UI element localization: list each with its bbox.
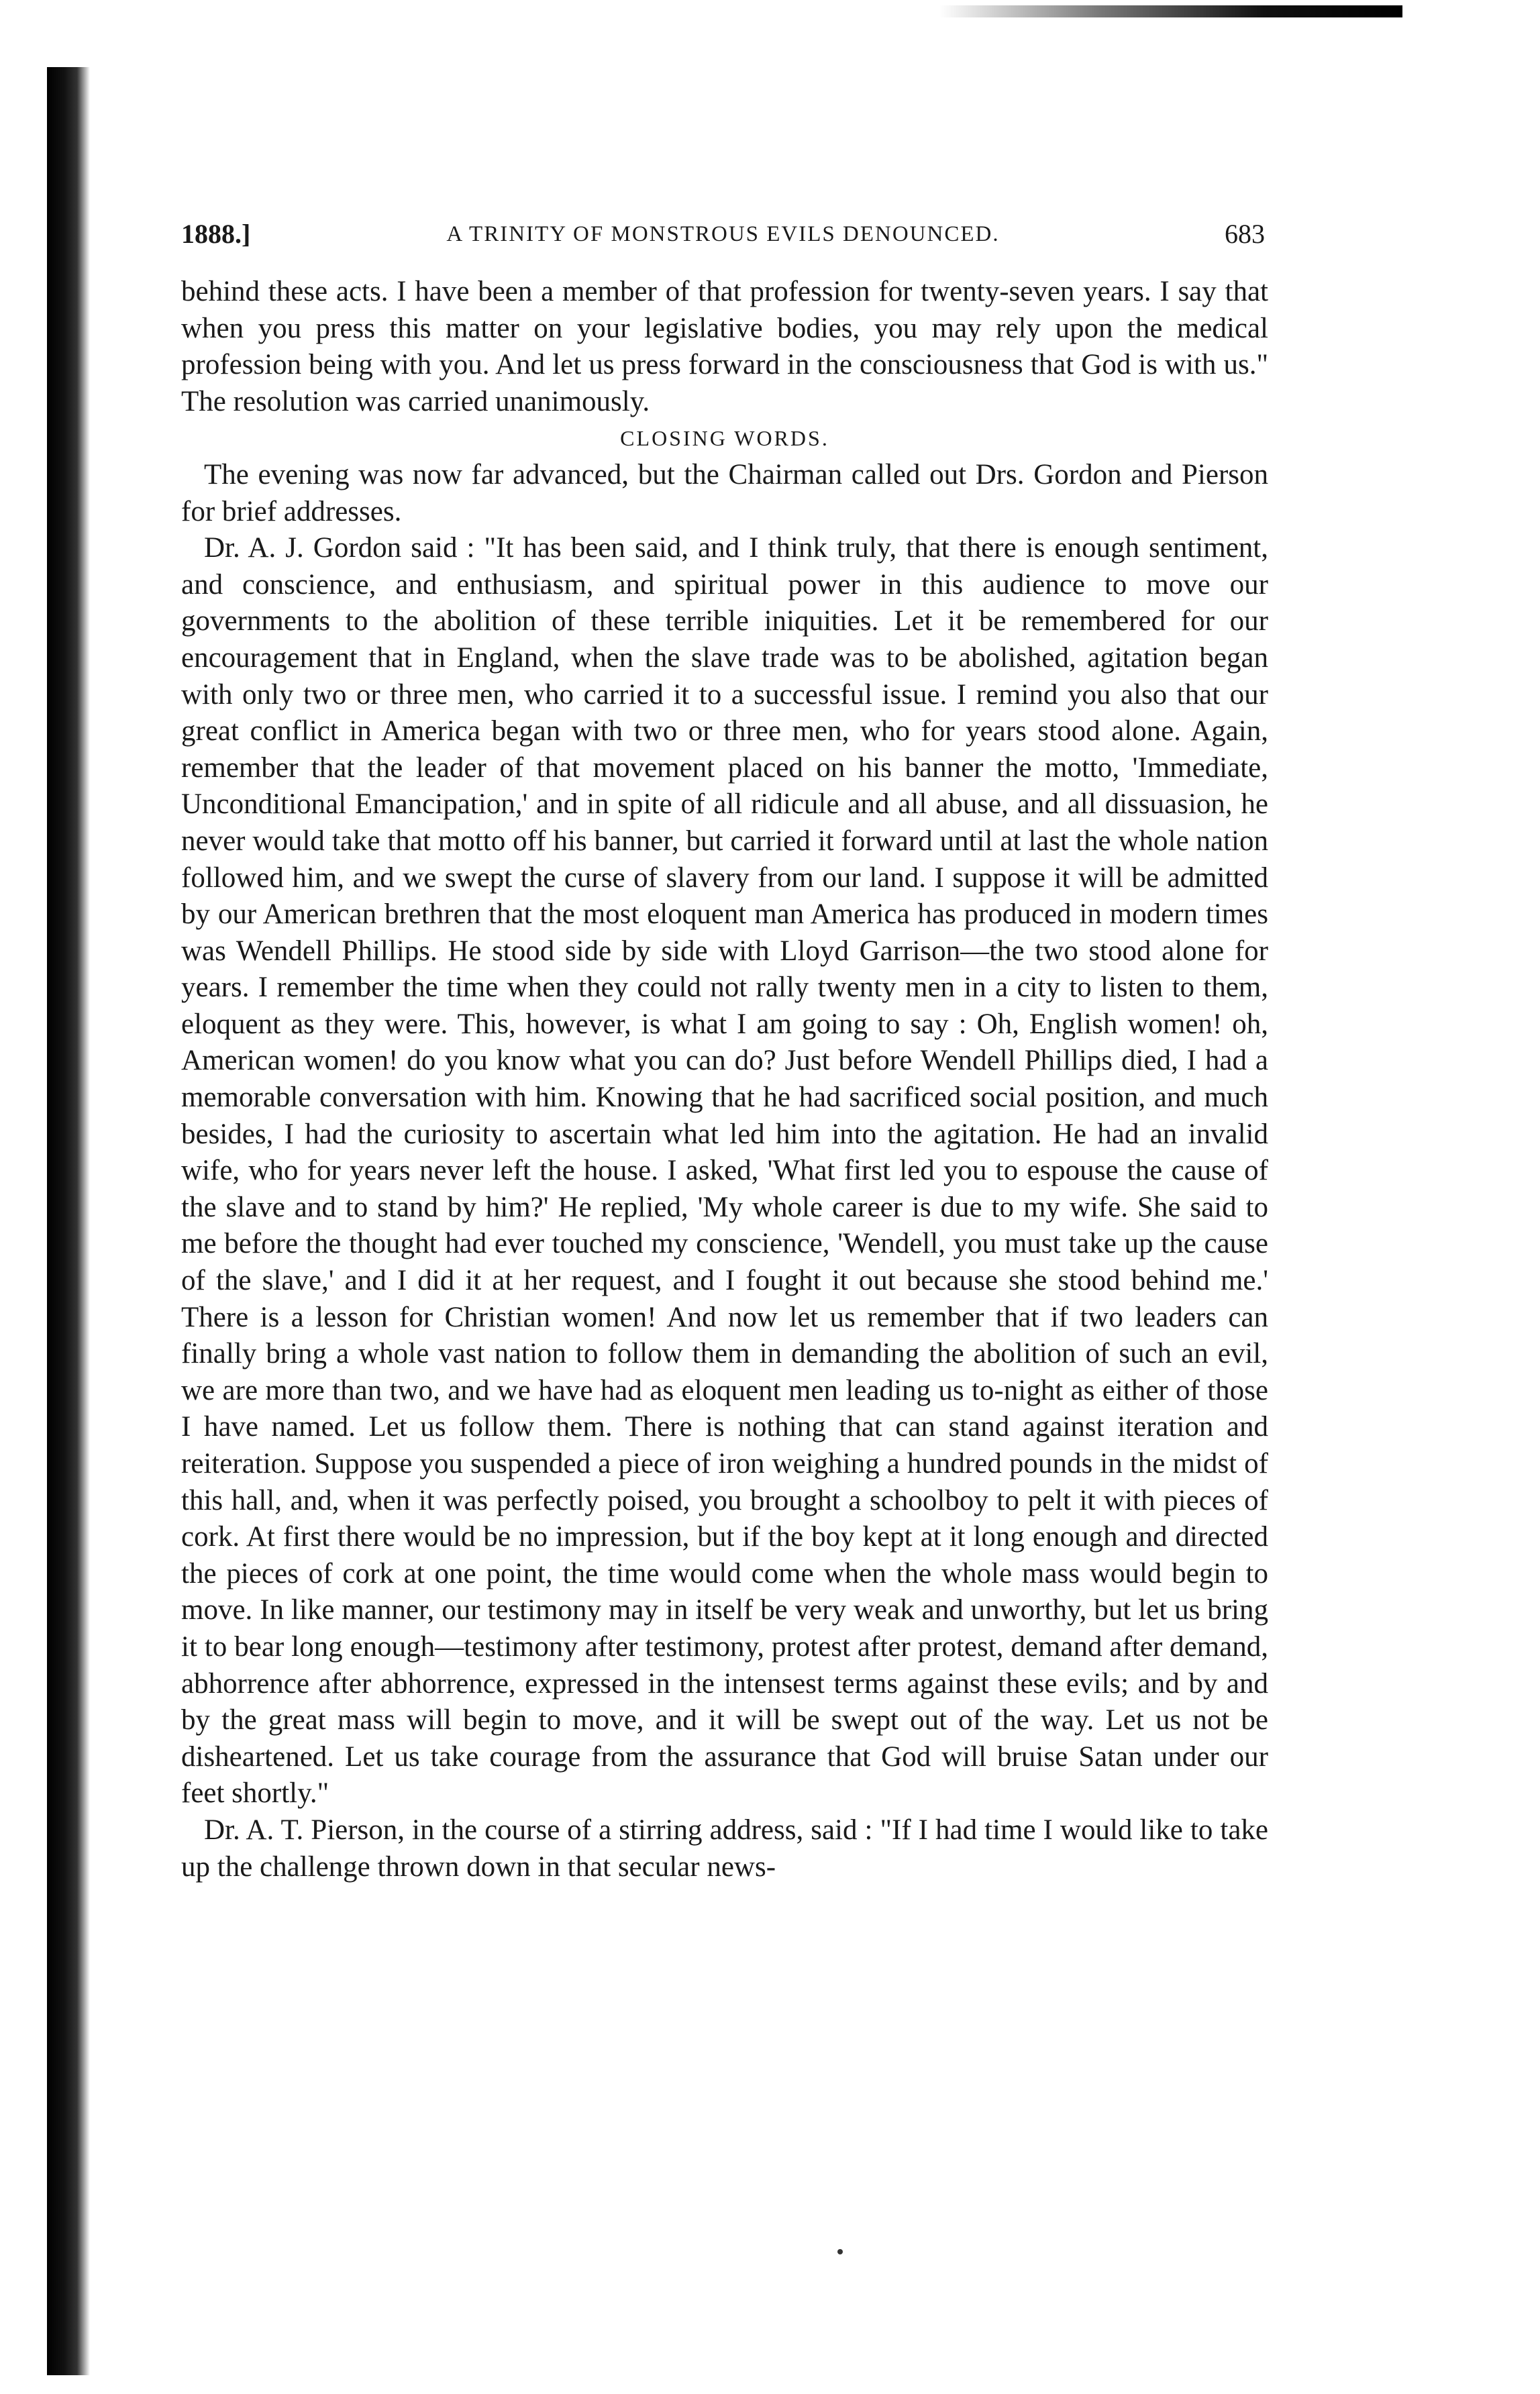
header-year: 1888.] [181,219,251,249]
running-header [181,218,1265,258]
paragraph: Dr. A. J. Gordon said : "It has been said, and I think truly, that there is enough sentiment, and conscience, and enthusiasm, and spiritual power in this audience to move our governments to the abolition of these terrible iniquities. Let it be remembered for our encouragement that in England, when the slave trade was to be abolished, agitation began with only two or three men, who carried it to a successful issue. I remind you also that our great conflict in America began with two or three men, who for years stood alone. Again, remember that the leader of that movement placed on his banner the motto, 'Immediate, Unconditional Emancipation,' and in spite of all ridicule and all abuse, and all dissuasion, he never would take that motto off his banner, but carried it forward until at last the whole nation followed him, and we swept the curse of slavery from our land. I suppose it will be admitted by our American brethren that the most eloquent man America has produced in modern times was Wendell Phillips. He stood side by side with Lloyd Garrison—the two stood alone for years. I remember the time when they could not rally twenty men in a city to listen to them, eloquent as they were. This, however, is what I am going to say : Oh, English women! oh, American women! do you know what you can do? Just before Wendell Phillips died, I had a memorable conversation with him. Knowing that he had sacrificed social position, and much besides, I had the curiosity to ascertain what led him into the agitation. He had an invalid wife, who for years never left the house. I asked, 'What first led you to espouse the cause of the slave and to stand by him?' He replied, 'My whole career is due to my wife. She said to me before the thought had ever touched my conscience, 'Wendell, you must take up the cause of the slave,' and I did it at her request, and I fought it out because she stood behind me.' There is a lesson for Christian women! And now let us remember that if two leaders can finally bring a whole vast nation to follow them in demanding the abolition of such an evil, we are more than two, and we have had as eloquent men leading us to-night as either of those I have named. Let us follow them. There is nothing that can stand against iteration and reiteration. Suppose you suspended a piece of iron weighing a hundred pounds in the midst of this hall, and, when it was perfectly poised, you brought a schoolboy to pelt it with pieces of cork. At first there would be no impression, but if the boy kept at it long enough and directed the pieces of cork at one point, the time would come when the whole mass would begin to move. In like manner, our testimony may in itself be very weak and unworthy, but let us bring it to bear long enough—testimony after testimony, protest after protest, demand after demand, abhorrence after abhorrence, expressed in the intensest terms against these evils; and by and by the great mass will begin to move, and it will be swept out of the way. Let us not be disheartened. Let us take courage from the assurance that God will bruise Satan under our feet shortly." [181,532,1268,1810]
scan-edge-bar [939,5,1402,17]
paragraph: behind these acts. I have been a member of that profession for twenty-seven years. I say that when you press this matter on your legislative bodies, you may rely upon the medical profession being with you. And let us press forward in the consciousness that God is with us." The resolution was carried unanimously. [181,276,1268,417]
page-speck [837,2249,843,2254]
page-number: 683 [1225,219,1265,249]
page-body [181,274,1268,1885]
book-spine-shadow [47,67,90,2375]
paragraph: Dr. A. T. Pierson, in the course of a stirring address, said : "If I had time I would like to take up the challenge thrown down in that secular news- [181,1814,1268,1883]
section-heading: CLOSING WORDS. [620,426,829,451]
paragraph: The evening was now far advanced, but the Chairman called out Drs. Gordon and Pierson for brief addresses. [181,458,1268,527]
header-title: A TRINITY OF MONSTROUS EVILS DENOUNCED. [446,222,1000,246]
